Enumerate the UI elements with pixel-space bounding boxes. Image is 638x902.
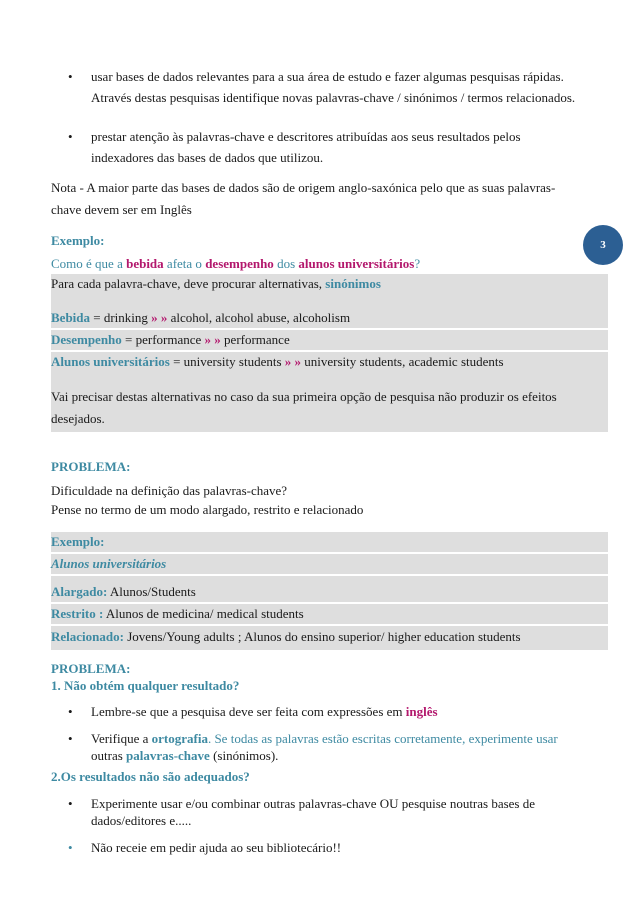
example-label: Exemplo: <box>51 233 105 248</box>
synonym-row-desempenho: Desempenho = performance » » performance <box>51 330 608 350</box>
problem2-list-1 <box>51 703 608 764</box>
list-item: • Experimente usar e/ou combinar outras palavras-chave OU pesquise noutras bases de dados/editores e..... <box>68 796 536 828</box>
related-term-row: Relacionado: Jovens/Young adults ; Alunos do ensino superior/ higher education students <box>51 626 608 650</box>
bullet-icon: • <box>68 796 73 811</box>
synonym-row-bebida: Bebida = drinking » » alcohol, alcohol abuse, alcoholism <box>51 308 608 328</box>
problem-description: Dificuldade na definição das palavras-chave? Pense no termo de um modo alargado, restrito e relacionado <box>51 483 364 517</box>
problem-label: PROBLEMA: <box>51 459 131 474</box>
list-item: • Não receie em pedir ajuda ao seu bibliotecário!! <box>68 840 342 855</box>
bullet-icon: • <box>68 69 73 84</box>
list-item: • prestar atenção às palavras-chave e descritores atribuídas aos seus resultados pelos indexadores das bases de dados que utilizou. <box>51 126 608 168</box>
problem2-label: PROBLEMA: <box>51 661 131 676</box>
list-item: • usar bases de dados relevantes para a sua área de estudo e fazer algumas pesquisas rápidas. Através destas pesquisas identifique novas palavras-chave / sinónimos / termos relacionados. <box>51 66 608 108</box>
problem2-list-2 <box>51 795 608 856</box>
problem2-heading-1: 1. Não obtém qualquer resultado? <box>51 678 240 693</box>
note-paragraph: Nota - A maior parte das bases de dados são de origem anglo-saxónica pelo que as suas palavras- chave devem ser em Inglês <box>51 180 556 217</box>
example2-term-row: Alunos universitários <box>51 554 608 574</box>
synonyms-intro-row: Para cada palavra-chave, deve procurar alternativas, sinónimos <box>51 274 608 294</box>
bullet-icon: • <box>68 704 73 719</box>
list-item: • Lembre-se que a pesquisa deve ser feita com expressões em inglês <box>68 704 438 719</box>
broad-term-row: Alargado: Alunos/Students <box>51 582 608 602</box>
bullet-icon: • <box>68 731 73 746</box>
intro-bullet-list <box>51 66 608 168</box>
example-question: Como é que a bebida afeta o desempenho dos alunos universitários? <box>51 256 421 271</box>
page-number-badge: 3 <box>583 225 623 265</box>
bullet-icon: • <box>68 840 73 855</box>
spacer-band <box>51 372 608 384</box>
narrow-term-row: Restrito : Alunos de medicina/ medical students <box>51 604 608 624</box>
spacer-band <box>51 294 608 308</box>
problem2-heading-2: 2.Os resultados não são adequados? <box>51 769 250 784</box>
synonym-row-alunos: Alunos universitários = university students » » university students, academic students <box>51 352 608 372</box>
bullet-icon: • <box>68 129 73 144</box>
alternatives-note-row: Vai precisar destas alternativas no caso da sua primeira opção de pesquisa não produzir os efeitos desejados. <box>51 384 608 432</box>
example2-label-row: Exemplo: <box>51 532 608 552</box>
list-item: • Verifique a ortografia. Se todas as palavras estão escritas corretamente, experimente usar outras palavras-chave (sinónimos). <box>68 731 558 763</box>
